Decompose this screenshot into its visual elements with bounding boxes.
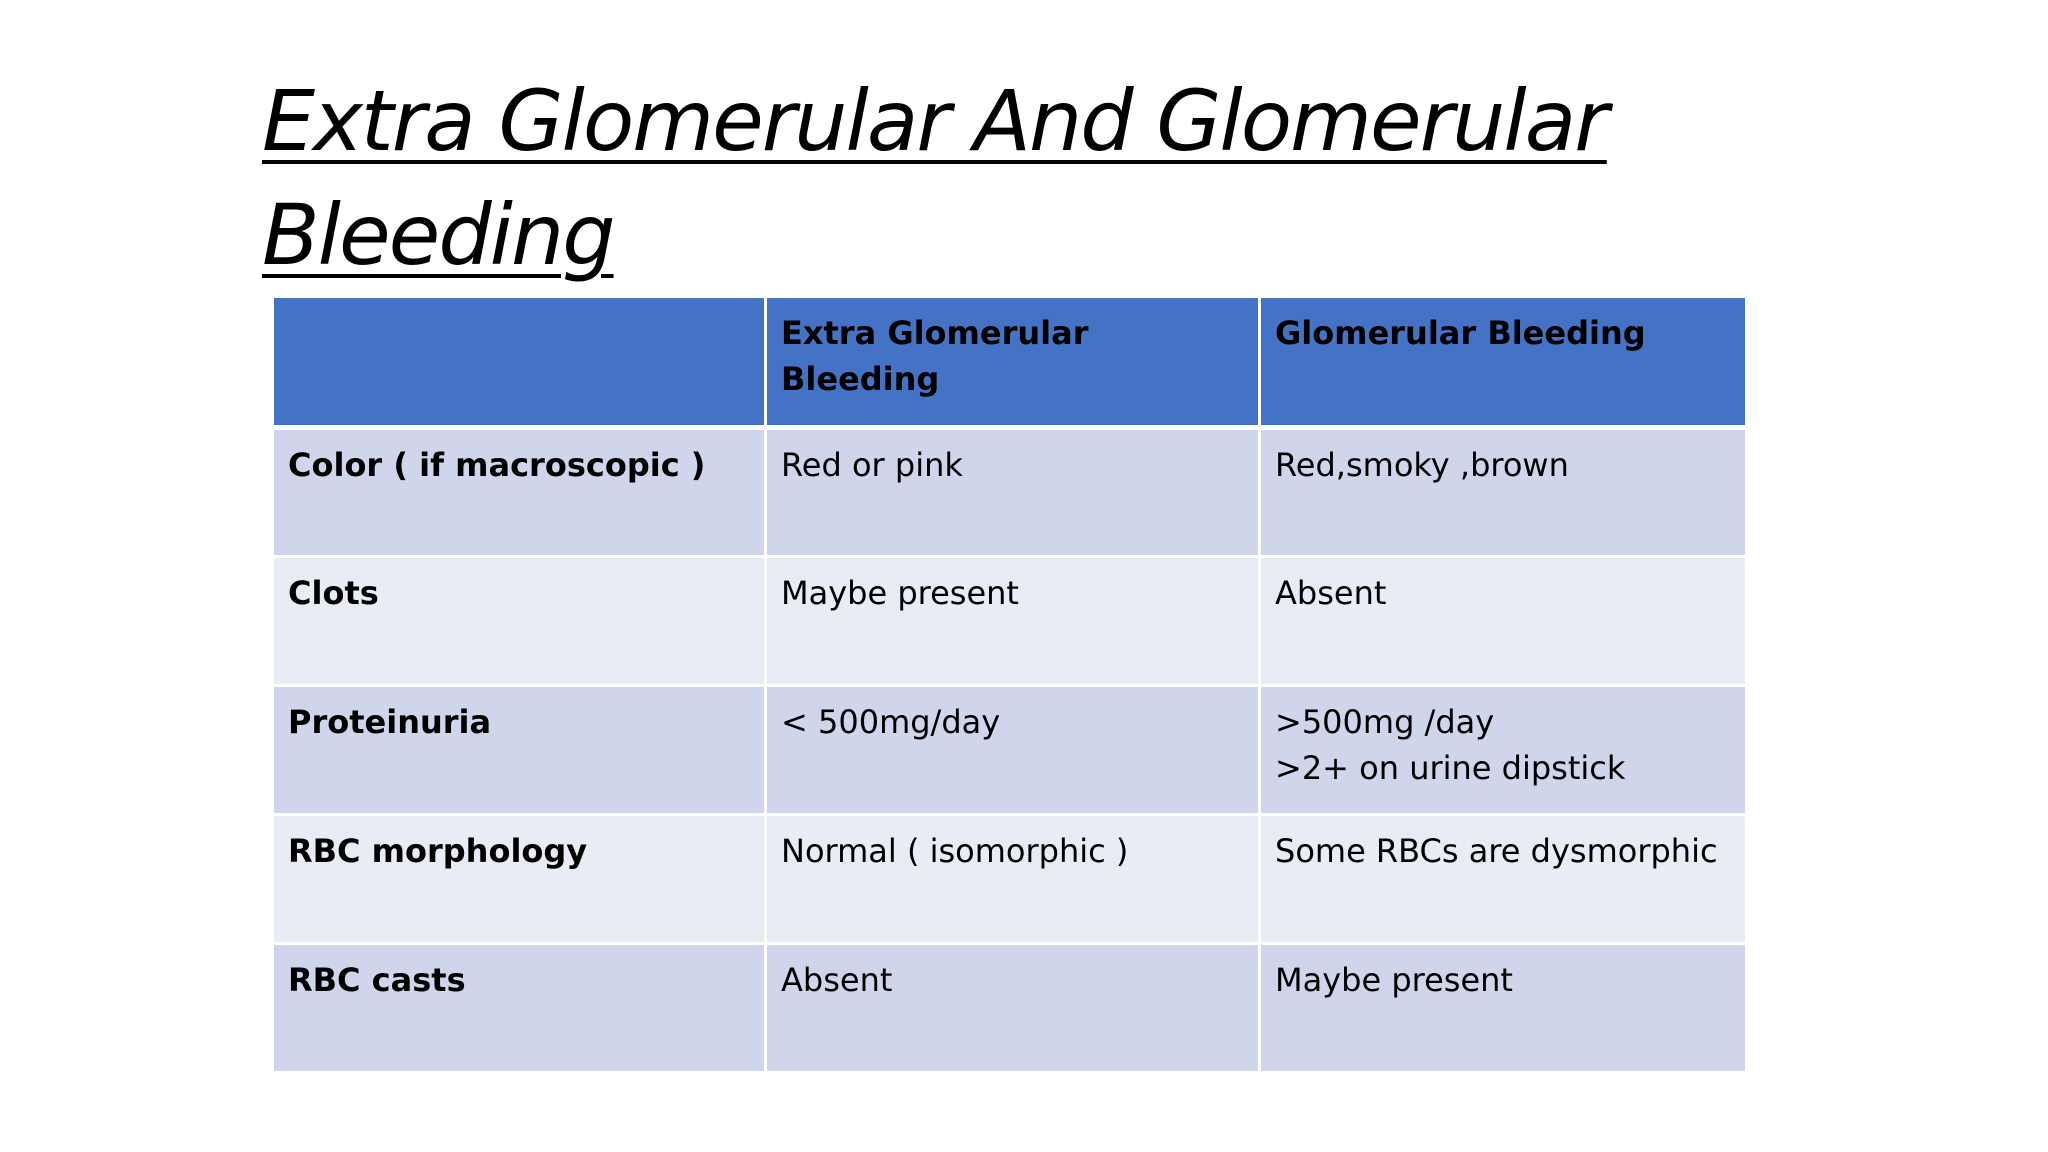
glomerular-value <box>1260 685 1747 814</box>
glomerular-value-line: Some RBCs are dysmorphic <box>1275 831 1718 870</box>
extra-glomerular-value: Maybe present <box>766 556 1260 685</box>
glomerular-value-line: Red,smoky ,brown <box>1275 445 1569 484</box>
extra-glomerular-value: < 500mg/day <box>766 685 1260 814</box>
title-line-1: Extra Glomerular And Glomerular <box>262 72 1607 170</box>
row-label: Proteinuria <box>273 685 766 814</box>
glomerular-value <box>1260 427 1747 556</box>
glomerular-value <box>1260 943 1747 1072</box>
row-label: RBC casts <box>273 943 766 1072</box>
table-row <box>273 814 1747 943</box>
extra-glomerular-value: Red or pink <box>766 427 1260 556</box>
row-label: Clots <box>273 556 766 685</box>
table-header-row <box>273 298 1747 427</box>
glomerular-value-line: Maybe present <box>1275 960 1513 999</box>
extra-glomerular-value: Normal ( isomorphic ) <box>766 814 1260 943</box>
glomerular-value <box>1260 556 1747 685</box>
header-cell-empty <box>273 298 766 427</box>
glomerular-value-line: >500mg /day <box>1275 702 1495 741</box>
table-row <box>273 556 1747 685</box>
glomerular-value-line: Absent <box>1275 573 1387 612</box>
table-row <box>273 943 1747 1072</box>
row-label: RBC morphology <box>273 814 766 943</box>
table-row <box>273 427 1747 556</box>
title-line-2: Bleeding <box>262 186 614 284</box>
row-label: Color ( if macroscopic ) <box>273 427 766 556</box>
table-row <box>273 685 1747 814</box>
glomerular-value-line-2: >2+ on urine dipstick <box>1275 748 1626 787</box>
slide-title <box>262 64 1762 292</box>
header-extra-glomerular: Extra Glomerular Bleeding <box>766 298 1260 427</box>
header-glomerular: Glomerular Bleeding <box>1260 298 1747 427</box>
glomerular-value <box>1260 814 1747 943</box>
comparison-table <box>271 298 1748 1074</box>
extra-glomerular-value: Absent <box>766 943 1260 1072</box>
